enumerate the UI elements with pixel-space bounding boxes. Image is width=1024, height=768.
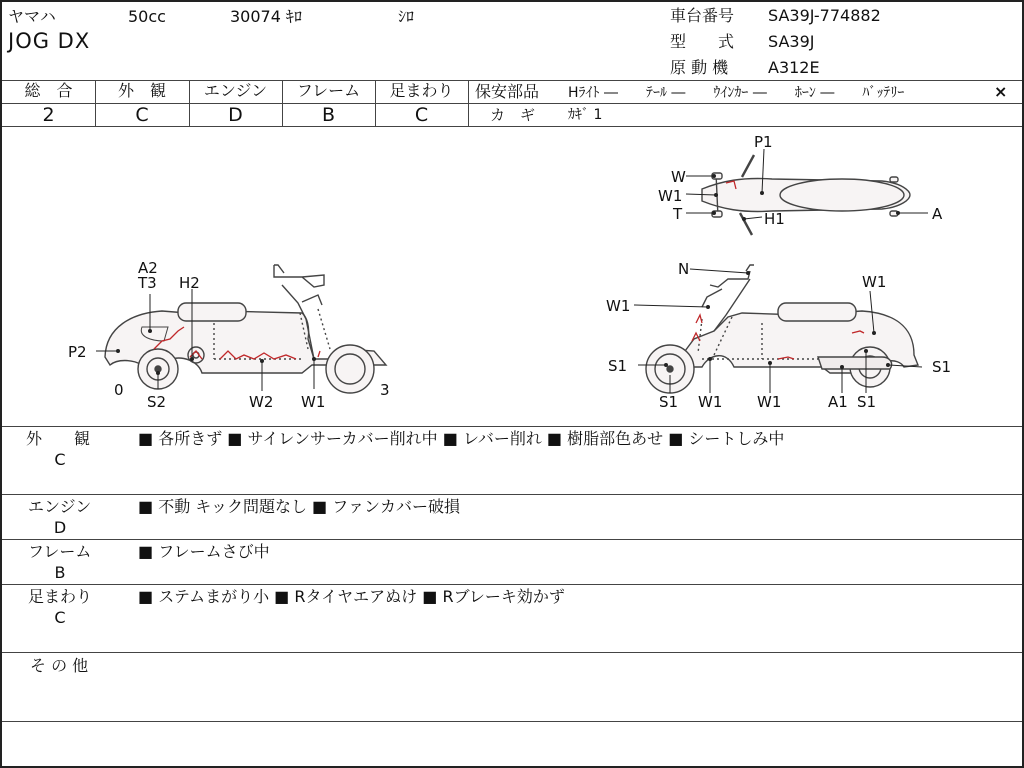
label-w1-topview: W1 [658, 187, 683, 205]
model-name: JOG DX [8, 29, 91, 53]
section-grade: D [53, 518, 67, 537]
top-view [702, 155, 910, 235]
grade-value: C [414, 104, 429, 126]
section-label: エンジン [28, 497, 92, 516]
grade-label: 足まわり [389, 81, 454, 100]
divider [2, 539, 1022, 540]
grade-label: 総 合 [24, 81, 73, 100]
damage-diagram [2, 127, 1022, 427]
grade-value: B [321, 104, 336, 126]
label-h1: H1 [764, 210, 785, 228]
safety-items: Hﾗｲﾄ ― ﾃｰﾙ ― ｳｲﾝｶｰ ― ﾎｰﾝ ― ﾊﾞｯﾃﾘｰ [568, 85, 905, 101]
divider [2, 494, 1022, 495]
key-label: カ ギ [490, 106, 536, 124]
label-t3: T3 [138, 274, 157, 292]
grade-label: フレーム [296, 81, 361, 100]
label-w1-left: W1 [606, 297, 631, 315]
safety-label: 保安部品 [475, 82, 540, 101]
label-s1-left: S1 [608, 357, 628, 375]
key-value: ｶｷﾞ 1 [568, 107, 603, 123]
label-p2: P2 [68, 343, 87, 361]
label-s2: S2 [147, 393, 167, 411]
label-zero: 0 [114, 381, 124, 399]
maker: ヤマハ [8, 7, 56, 26]
label-n: N [678, 260, 690, 278]
label-p1: P1 [754, 133, 773, 151]
section-grade: C [54, 450, 66, 469]
frame-number-label: 車台番号 [670, 6, 735, 25]
section-label: 足まわり [28, 587, 93, 606]
divider [2, 103, 1022, 104]
grade-label: エンジン [203, 81, 268, 100]
model-type: SA39J [768, 32, 815, 51]
model-type-label: 型 式 [670, 32, 735, 51]
section-label: フレーム [28, 542, 92, 561]
label-s1-bottom-2: S1 [857, 393, 877, 411]
section-text: ■ フレームさび中 [138, 542, 270, 561]
body-color: ｼﾛ [398, 7, 415, 26]
section-label: そ の 他 [30, 656, 89, 675]
grade-value: D [228, 104, 243, 126]
mileage: 30074 ｷﾛ [230, 7, 302, 26]
label-w1: W1 [301, 393, 326, 411]
label-w1-top: W1 [862, 273, 887, 291]
divider [2, 584, 1022, 585]
label-w1-bottom-1: W1 [698, 393, 723, 411]
label-three: 3 [380, 381, 390, 399]
displacement: 50cc [128, 7, 166, 26]
divider [468, 80, 469, 126]
section-text: ■ ステムまがり小 ■ Rタイヤエアぬけ ■ Rブレーキ効かず [138, 587, 565, 606]
battery-missing-mark: × [994, 82, 1008, 101]
label-s1-bottom: S1 [659, 393, 679, 411]
section-grade: B [54, 563, 66, 582]
header [2, 2, 1022, 80]
grade-label: 外 観 [117, 81, 166, 100]
section-text: ■ 各所きず ■ サイレンサーカバー削れ中 ■ レバー削れ ■ 樹脂部色あせ ■ シートしみ中 [138, 429, 785, 448]
label-w1-bottom-2: W1 [757, 393, 782, 411]
label-h2: H2 [179, 274, 200, 292]
grade-value: 2 [42, 104, 55, 126]
divider [2, 426, 1022, 427]
label-w2: W2 [249, 393, 274, 411]
label-a2: A2 [138, 259, 158, 277]
section-grade: C [54, 608, 66, 627]
label-a1: A1 [828, 393, 848, 411]
divider [2, 652, 1022, 653]
label-s1-right: S1 [932, 358, 952, 376]
engine-model: A312E [768, 58, 820, 77]
label-a: A [932, 205, 943, 223]
label-t: T [673, 205, 683, 223]
engine-label: 原 動 機 [670, 58, 729, 77]
grade-value: C [135, 104, 149, 126]
label-w: W [671, 168, 686, 186]
section-label: 外 観 [26, 429, 91, 448]
section-text: ■ 不動 キック問題なし ■ ファンカバー破損 [138, 497, 460, 516]
divider [2, 721, 1022, 722]
frame-number: SA39J-774882 [768, 6, 881, 25]
